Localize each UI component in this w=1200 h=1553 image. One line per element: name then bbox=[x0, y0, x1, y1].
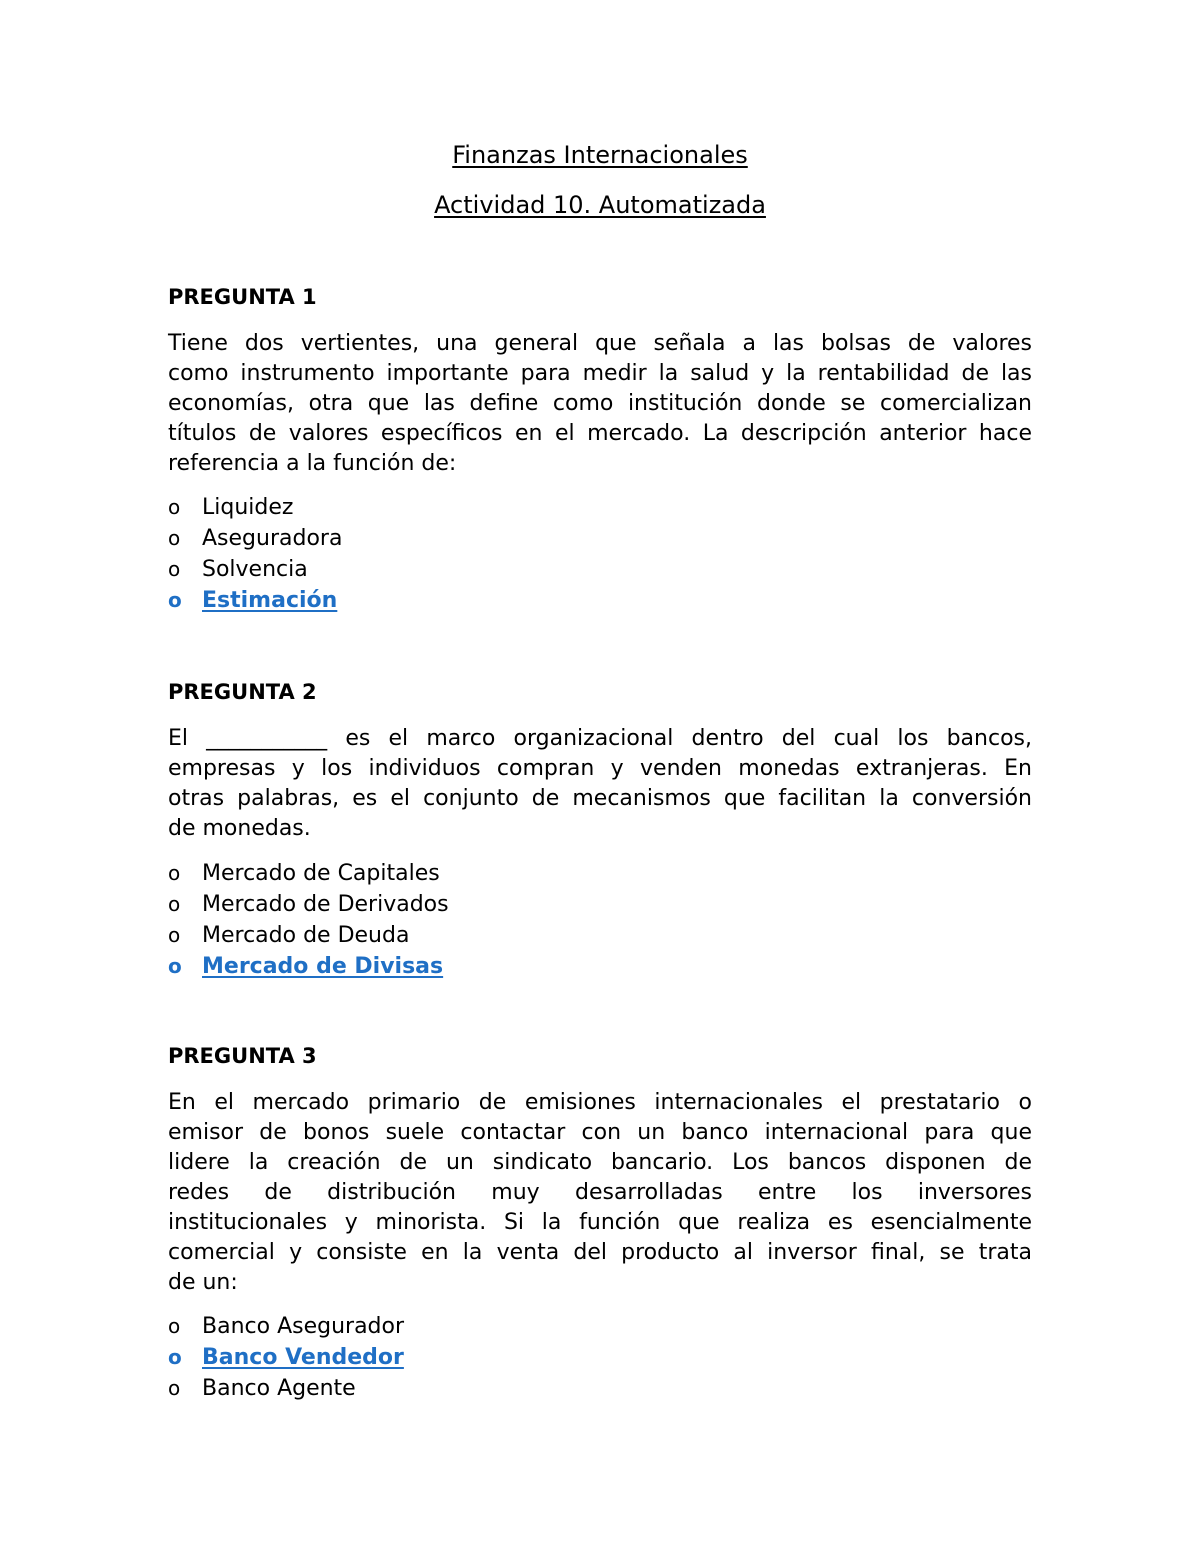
question-1-text bbox=[168, 329, 1032, 479]
question-text-line: economías, otra que las define como institución donde se comercializan bbox=[168, 391, 1032, 416]
option-label: Mercado de Derivados bbox=[202, 892, 449, 917]
option-label: Liquidez bbox=[202, 495, 294, 520]
option-item[interactable] bbox=[168, 492, 342, 523]
document-subtitle: Actividad 10. Automatizada bbox=[434, 191, 766, 219]
question-2-heading: PREGUNTA 2 bbox=[168, 680, 317, 704]
bullet-icon: o bbox=[168, 526, 181, 550]
document-title: Finanzas Internacionales bbox=[452, 141, 748, 169]
option-label: Mercado de Deuda bbox=[202, 923, 410, 948]
option-label: Estimación bbox=[202, 588, 338, 613]
question-text-line: como instrumento importante para medir la salud y la rentabilidad de las bbox=[168, 361, 1032, 386]
option-label: Solvencia bbox=[202, 557, 308, 582]
bullet-icon: o bbox=[168, 557, 181, 581]
option-label: Banco Agente bbox=[202, 1376, 356, 1401]
option-label: Aseguradora bbox=[202, 526, 343, 551]
bullet-icon: o bbox=[168, 923, 181, 947]
question-1-options bbox=[168, 492, 342, 616]
question-text-line: lidere la creación de un sindicato bancario. Los bancos disponen de bbox=[168, 1150, 1032, 1175]
option-label: Mercado de Capitales bbox=[202, 861, 440, 886]
question-3-options bbox=[168, 1311, 404, 1404]
option-item[interactable] bbox=[168, 1373, 404, 1404]
option-item[interactable] bbox=[168, 1311, 404, 1342]
option-item-correct[interactable] bbox=[168, 1342, 404, 1373]
question-1-heading: PREGUNTA 1 bbox=[168, 285, 317, 309]
question-text-line: institucionales y minorista. Si la función que realiza es esencialmente bbox=[168, 1210, 1032, 1235]
question-text-line: Tiene dos vertientes, una general que señala a las bolsas de valores bbox=[168, 331, 1032, 356]
question-text-line: de un: bbox=[168, 1270, 238, 1295]
option-label: Banco Asegurador bbox=[202, 1314, 405, 1339]
bullet-icon: o bbox=[168, 954, 182, 978]
option-item[interactable] bbox=[168, 523, 342, 554]
question-text-line: referencia a la función de: bbox=[168, 451, 457, 476]
question-text-line: otras palabras, es el conjunto de mecanismos que facilitan la conversión bbox=[168, 786, 1032, 811]
question-2-options bbox=[168, 858, 449, 982]
option-item[interactable] bbox=[168, 554, 342, 585]
question-text-line: empresas y los individuos compran y venden monedas extranjeras. En bbox=[168, 756, 1032, 781]
question-text-line: emisor de bonos suele contactar con un banco internacional para que bbox=[168, 1120, 1032, 1145]
bullet-icon: o bbox=[168, 495, 181, 519]
bullet-icon: o bbox=[168, 588, 182, 612]
question-text-line: títulos de valores específicos en el mercado. La descripción anterior hace bbox=[168, 421, 1032, 446]
question-text-line: En el mercado primario de emisiones internacionales el prestatario o bbox=[168, 1090, 1032, 1115]
option-item[interactable] bbox=[168, 889, 449, 920]
bullet-icon: o bbox=[168, 892, 181, 916]
question-text-line: redes de distribución muy desarrolladas entre los inversores bbox=[168, 1180, 1032, 1205]
bullet-icon: o bbox=[168, 1376, 181, 1400]
question-text-line: comercial y consiste en la venta del producto al inversor final, se trata bbox=[168, 1240, 1032, 1265]
bullet-icon: o bbox=[168, 861, 181, 885]
question-2-text bbox=[168, 724, 1032, 844]
option-item-correct[interactable] bbox=[168, 585, 342, 616]
bullet-icon: o bbox=[168, 1345, 182, 1369]
option-item[interactable] bbox=[168, 858, 449, 889]
question-text-line: de monedas. bbox=[168, 816, 311, 841]
option-item-correct[interactable] bbox=[168, 951, 449, 982]
question-text-line: El ___________ es el marco organizacional dentro del cual los bancos, bbox=[168, 726, 1032, 751]
option-label: Mercado de Divisas bbox=[202, 954, 444, 979]
question-3-text bbox=[168, 1088, 1032, 1298]
question-3-heading: PREGUNTA 3 bbox=[168, 1044, 317, 1068]
bullet-icon: o bbox=[168, 1314, 181, 1338]
option-item[interactable] bbox=[168, 920, 449, 951]
option-label: Banco Vendedor bbox=[202, 1345, 404, 1370]
